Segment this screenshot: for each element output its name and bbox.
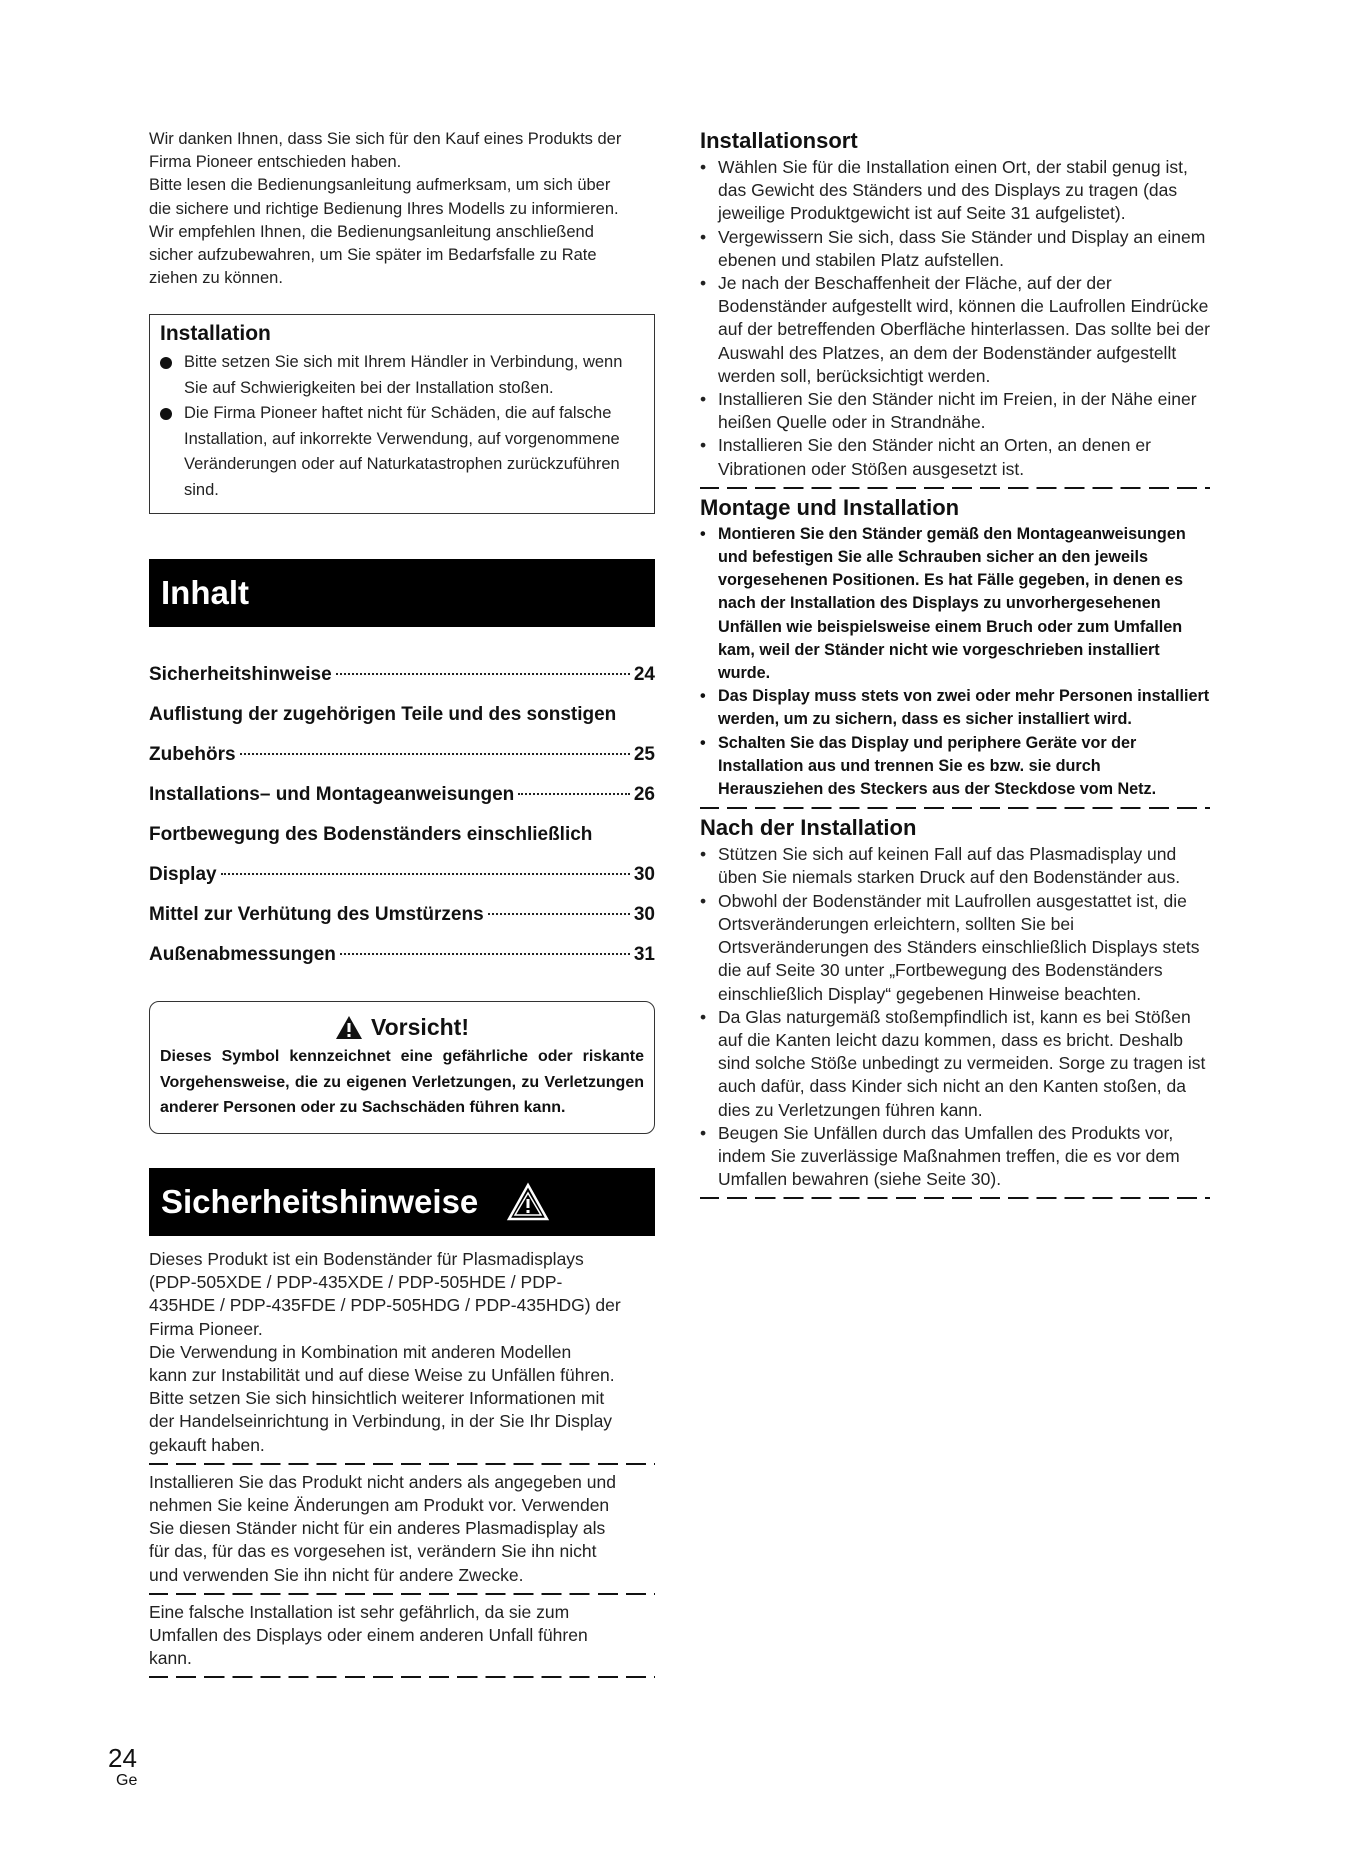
toc-entry[interactable] — [149, 935, 655, 975]
intro-line: Wir empfehlen Ihnen, die Bedienungsanleitung anschließend — [149, 222, 594, 241]
text-line: Dieses Produkt ist ein Bodenständer für Plasmadisplays — [149, 1248, 584, 1269]
toc-leader — [221, 873, 630, 875]
bullet-dot-icon — [160, 408, 172, 420]
toc-page-number: 26 — [633, 784, 655, 806]
toc-entry-title-line: Fortbewegung des Bodenständers einschließlich — [149, 824, 593, 846]
nach-installation-heading: Nach der Installation — [700, 815, 917, 841]
toc-leader — [488, 913, 630, 915]
installation-box-title: Installation — [160, 322, 271, 346]
text-line: Sie diesen Ständer nicht für ein anderes Plasmadisplay als — [149, 1518, 606, 1539]
montage-heading: Montage und Installation — [700, 494, 960, 520]
intro-line: Bitte lesen die Bedienungsanleitung aufmerksam, um sich über — [149, 176, 611, 195]
text-line: Umfallen des Displays oder einem anderen Unfall führen — [149, 1624, 588, 1645]
warning-triangle-icon — [506, 1182, 550, 1222]
toc-leader — [336, 673, 630, 675]
toc-entry[interactable] — [149, 895, 655, 935]
text-line: nehmen Sie keine Änderungen am Produkt vor. Verwenden — [149, 1494, 610, 1515]
intro-line: sicher aufzubewahren, um Sie später im Bedarfsfalle zu Rate — [149, 246, 597, 265]
toc-leader — [518, 793, 630, 795]
montage-list — [700, 523, 1210, 801]
list-item: • Installieren Sie den Ständer nicht an Orten, an denen er Vibrationen oder Stößen ausgesetzt ist. — [700, 434, 1210, 480]
text-line: für das, für das es vorgesehen ist, verändern Sie ihn nicht — [149, 1541, 597, 1562]
sicherheitshinweise-title: Sicherheitshinweise — [161, 1182, 479, 1220]
toc-entry-title: Installations– und Montageanweisungen — [149, 784, 515, 806]
page-number: 24 — [108, 1743, 137, 1773]
toc-leader — [240, 753, 630, 755]
toc-page-number: 25 — [633, 744, 655, 766]
sicherheit-paragraph-3 — [149, 1601, 655, 1671]
text-line: 435HDE / PDP-435FDE / PDP-505HDG / PDP-435HDG) der — [149, 1295, 621, 1316]
list-item: • Das Display muss stets von zwei oder mehr Personen installiert werden, um zu sichern, dass es sicher installiert wird. — [700, 685, 1210, 731]
caution-box — [149, 1001, 655, 1134]
toc-entry[interactable] — [149, 775, 655, 815]
list-item: • Vergewissern Sie sich, dass Sie Ständer und Display an einem ebenen und stabilen Platz aufstellen. — [700, 226, 1210, 272]
list-item-text: Die Firma Pioneer haftet nicht für Schäden, die auf falsche Installation, auf inkorrekte Verwendung, auf vorgenommene Veränderungen oder auf Naturkatastrophen zurückzuführen sind. — [184, 404, 620, 499]
sicherheit-paragraph-2 — [149, 1471, 655, 1587]
inhalt-banner — [149, 559, 655, 627]
installation-notice-box — [149, 314, 655, 514]
toc-entry-title: Außenabmessungen — [149, 944, 336, 966]
list-item: • Montieren Sie den Ständer gemäß den Montageanweisungen und befestigen Sie alle Schrauben sicher an den jeweils vorgesehenen Positionen. Es hat Fälle gegeben, in denen es nach der Installation des Displays zu unvorhergesehenen Unfällen wie beispielsweise einem Bruch oder zum Umfallen kam, weil der Ständer nicht wie vorgeschrieben installiert wurde. — [700, 523, 1210, 685]
warning-triangle-icon — [335, 1015, 363, 1040]
toc-entry-title: Mittel zur Verhütung des Umstürzens — [149, 904, 484, 926]
toc-leader — [340, 953, 630, 955]
toc-page-number: 31 — [633, 944, 655, 966]
list-item — [160, 350, 644, 401]
text-line: Firma Pioneer. — [149, 1318, 263, 1339]
toc-entry[interactable] — [149, 695, 655, 775]
installationsort-list — [700, 156, 1210, 481]
dashed-divider — [700, 807, 1210, 809]
list-item: • Da Glas naturgemäß stoßempfindlich ist, kann es bei Stößen auf die Kanten leicht dazu kommen, dass es bricht. Deshalb sind solche Stöße unbedingt zu vermeiden. Sorge zu tragen ist auch dafür, dass Kinder sich nicht an den Kanten stoßen, da dies zu Verletzungen führen kann. — [700, 1006, 1210, 1122]
caution-title: Vorsicht! — [371, 1014, 469, 1041]
intro-line: ziehen zu können. — [149, 269, 283, 288]
text-line: und verwenden Sie ihn nicht für andere Zwecke. — [149, 1564, 524, 1585]
page-language-code: Ge — [116, 1772, 138, 1789]
list-item: • Installieren Sie den Ständer nicht im Freien, in der Nähe einer heißen Quelle oder in Strandnähe. — [700, 388, 1210, 434]
intro-line: die sichere und richtige Bedienung Ihres Modells zu informieren. — [149, 199, 619, 218]
intro-line: Wir danken Ihnen, dass Sie sich für den Kauf eines Produkts der — [149, 130, 622, 148]
text-line: Die Verwendung in Kombination mit anderen Modellen — [149, 1341, 572, 1362]
text-line: (PDP-505XDE / PDP-435XDE / PDP-505HDE / PDP- — [149, 1272, 563, 1293]
toc-entry[interactable] — [149, 655, 655, 695]
list-item-text: Bitte setzen Sie sich mit Ihrem Händler in Verbindung, wenn Sie auf Schwierigkeiten bei der Installation stoßen. — [184, 353, 623, 397]
toc-entry-title-line: Auflistung der zugehörigen Teile und des sonstigen — [149, 704, 617, 726]
dashed-divider — [149, 1463, 655, 1465]
bullet-dot-icon — [160, 357, 172, 369]
sicherheit-paragraph-1 — [149, 1248, 655, 1457]
list-item — [160, 401, 644, 503]
table-of-contents — [149, 655, 655, 975]
toc-entry-title: Zubehörs — [149, 744, 236, 766]
toc-page-number: 30 — [633, 864, 655, 886]
text-line: der Handelseinrichtung in Verbindung, in der Sie Ihr Display — [149, 1411, 613, 1432]
inhalt-title: Inhalt — [161, 574, 249, 612]
caution-heading — [160, 1012, 644, 1042]
intro-text — [149, 128, 655, 290]
toc-entry[interactable] — [149, 815, 655, 895]
text-line: Bitte setzen Sie sich hinsichtlich weiterer Informationen mit — [149, 1388, 605, 1409]
dashed-divider — [149, 1676, 655, 1678]
text-line: kann zur Instabilität und auf diese Weise zu Unfällen führen. — [149, 1364, 615, 1385]
toc-entry-title: Sicherheitshinweise — [149, 664, 332, 686]
dashed-divider — [700, 1197, 1210, 1199]
sicherheitshinweise-banner — [149, 1168, 655, 1236]
caution-text: Dieses Symbol kennzeichnet eine gefährliche oder riskante Vorgehensweise, die zu eigenen Verletzungen, zu Verletzungen anderer Personen oder zu Sachschäden führen kann. — [160, 1048, 644, 1117]
list-item: • Stützen Sie sich auf keinen Fall auf das Plasmadisplay und üben Sie niemals starken Druck auf den Bodenständer aus. — [700, 843, 1210, 889]
dashed-divider — [700, 487, 1210, 489]
dashed-divider — [149, 1593, 655, 1595]
right-column — [700, 128, 1210, 1205]
list-item: • Beugen Sie Unfällen durch das Umfallen des Produkts vor, indem Sie zuverlässige Maßnahmen treffen, die es vor dem Umfallen bewahren (siehe Seite 30). — [700, 1122, 1210, 1192]
toc-page-number: 24 — [633, 664, 655, 686]
text-line: Eine falsche Installation ist sehr gefährlich, da sie zum — [149, 1601, 570, 1622]
installationsort-heading: Installationsort — [700, 128, 858, 153]
text-line: Installieren Sie das Produkt nicht anders als angegeben und — [149, 1471, 616, 1492]
list-item: • Wählen Sie für die Installation einen Ort, der stabil genug ist, das Gewicht des Ständers und des Displays zu tragen (das jeweilige Produktgewicht ist auf Seite 31 aufgelistet). — [700, 156, 1210, 226]
nach-installation-list — [700, 843, 1210, 1191]
toc-page-number: 30 — [633, 904, 655, 926]
text-line: kann. — [149, 1648, 192, 1669]
list-item: • Obwohl der Bodenständer mit Laufrollen ausgestattet ist, die Ortsveränderungen erleichtern, sollten Sie bei Ortsveränderungen des Ständers einschließlich Displays stets die auf Seite 30 unter „Fortbewegung des Bodenständers einschließlich Display“ gegebenen Hinweise beachten. — [700, 890, 1210, 1006]
text-line: gekauft haben. — [149, 1434, 265, 1455]
list-item: • Je nach der Beschaffenheit der Fläche, auf der der Bodenständer aufgestellt wird, können die Laufrollen Eindrücke auf der betreffenden Oberfläche hinterlassen. Das sollte bei der Auswahl des Platzes, an dem der Bodenständer aufgestellt werden soll, berücksichtigt werden. — [700, 272, 1210, 388]
left-column — [149, 128, 655, 1684]
list-item: • Schalten Sie das Display und periphere Geräte vor der Installation aus und trennen Sie es bzw. sie durch Herausziehen des Steckers aus der Steckdose vom Netz. — [700, 732, 1210, 802]
installation-box-list — [160, 350, 644, 503]
intro-line: Firma Pioneer entschieden haben. — [149, 153, 402, 172]
toc-entry-title: Display — [149, 864, 217, 886]
